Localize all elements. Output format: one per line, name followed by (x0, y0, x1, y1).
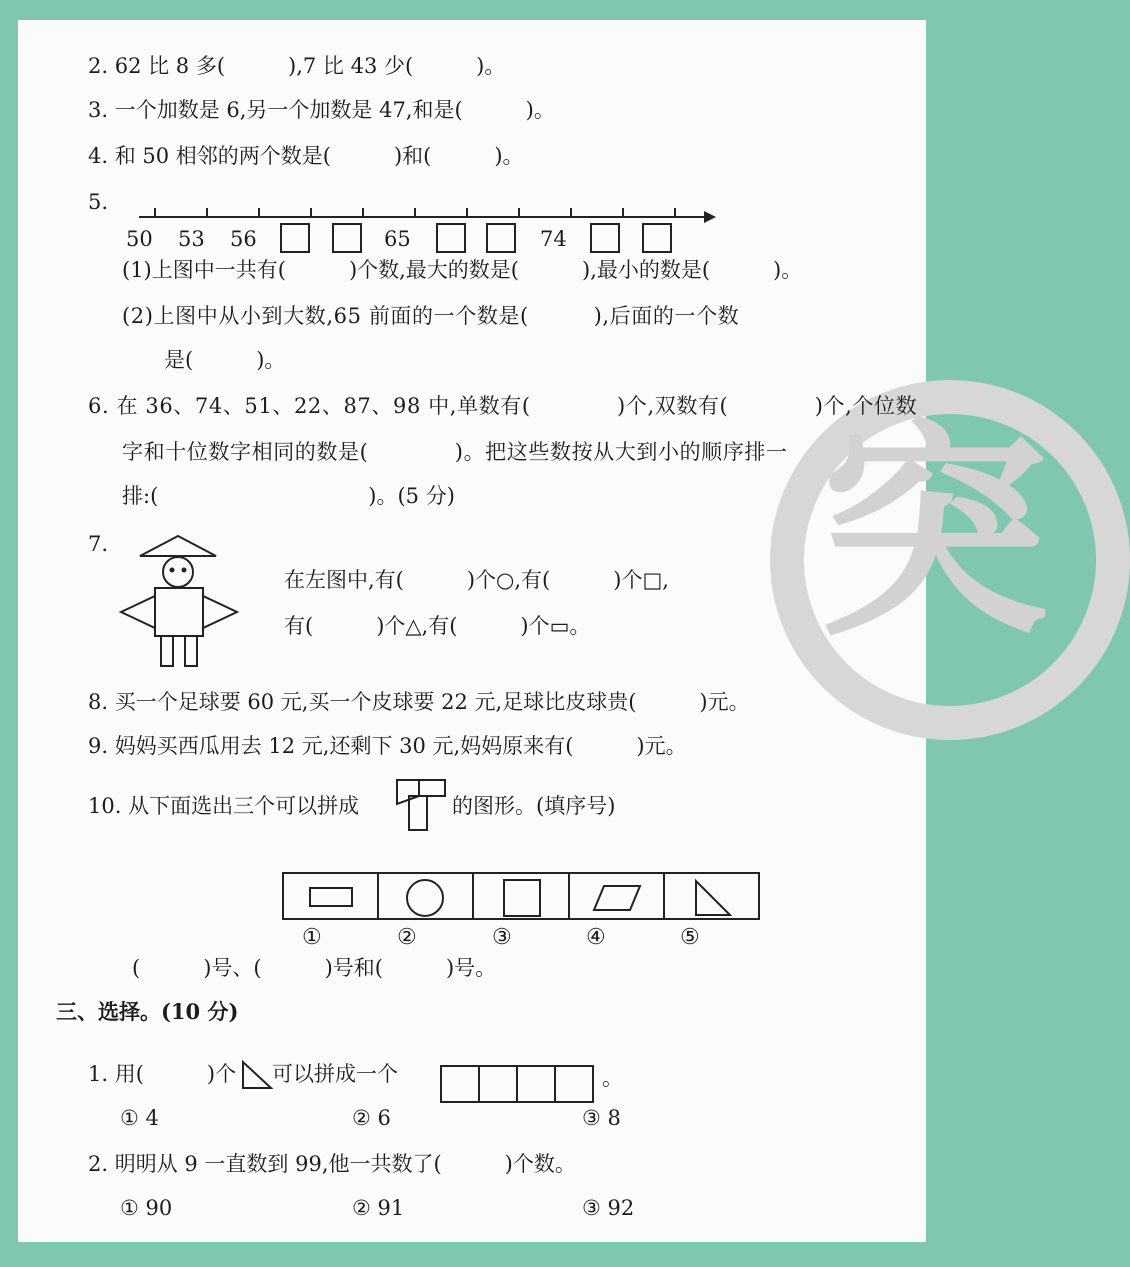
number-line-label: 74 (540, 227, 567, 251)
shape-cell-2[interactable] (379, 874, 474, 918)
strip-cell (442, 1067, 480, 1101)
robot-figure (118, 534, 242, 669)
choice-number: ② (397, 925, 417, 950)
number-line-tick (518, 208, 520, 217)
question-5-sub-2a: (2)上图中从小到大数,65 前面的一个数是( ),后面的一个数 (122, 304, 740, 328)
strip-cell (518, 1067, 556, 1101)
number-line-label: 53 (178, 227, 205, 251)
number-line-tick (258, 208, 260, 217)
question-5-number: 5. (88, 190, 109, 214)
worksheet-page (18, 20, 1049, 1242)
question-7-line-2: 有( )个△,有( )个▭。 (284, 614, 591, 638)
right-arm-triangle (203, 596, 237, 628)
strip-cell (480, 1067, 518, 1101)
choice-q1-mid: 可以拼成一个 (272, 1062, 398, 1086)
right-triangle-icon (693, 878, 733, 918)
choice-q1-option-2[interactable]: ② 6 (352, 1106, 391, 1130)
rectangle-icon (308, 886, 354, 908)
choice-q1-option-1[interactable]: ① 4 (120, 1106, 159, 1130)
question-4: 4. 和 50 相邻的两个数是( )和( )。 (88, 144, 524, 168)
question-10-answer: ( )号、( )号和( )号。 (132, 956, 497, 980)
four-square-strip (440, 1065, 594, 1103)
eye (170, 568, 175, 573)
shape-cell-3[interactable] (474, 874, 569, 918)
number-line-blank[interactable] (280, 223, 310, 253)
question-6-line-2: 字和十位数字相同的数是( )。把这些数按从大到小的顺序排一 (122, 440, 788, 464)
question-10-lead: 10. 从下面选出三个可以拼成 (88, 794, 360, 818)
question-5-sub-2b: 是( )。 (164, 348, 286, 372)
number-line-tick (414, 208, 416, 217)
circle-icon (405, 878, 445, 918)
shape-cell-1[interactable] (284, 874, 379, 918)
triangle-icon (240, 1060, 274, 1090)
choice-q1-lead: 1. 用( )个 (88, 1062, 237, 1086)
section-3-heading: 三、选择。(10 分) (56, 999, 239, 1024)
target-rect-part (419, 780, 445, 796)
question-6-line-1: 6. 在 36、74、51、22、87、98 中,单数有( )个,双数有( )个,个位数 (88, 394, 918, 418)
number-line-blank[interactable] (332, 223, 362, 253)
choice-number: ③ (492, 925, 512, 950)
eye (182, 568, 187, 573)
choice-number: ⑤ (680, 925, 700, 950)
question-3: 3. 一个加数是 6,另一个加数是 47,和是( )。 (88, 98, 555, 122)
question-8: 8. 买一个足球要 60 元,买一个皮球要 22 元,足球比皮球贵( )元。 (88, 690, 750, 714)
number-line-tick (674, 208, 676, 217)
target-shape (395, 778, 449, 834)
number-line-blank[interactable] (642, 223, 672, 253)
number-line-tick (154, 208, 156, 217)
question-2: 2. 62 比 8 多( ),7 比 43 少( )。 (88, 54, 506, 78)
number-line-label: 56 (230, 227, 257, 251)
choice-q2-option-2[interactable]: ② 91 (352, 1196, 405, 1220)
shape-choices-table (282, 872, 760, 920)
choice-q2: 2. 明明从 9 一直数到 99,他一共数了( )个数。 (88, 1152, 576, 1176)
number-line-blank[interactable] (486, 223, 516, 253)
question-10-tail: 的图形。(填序号) (452, 794, 616, 818)
number-line-label: 50 (126, 227, 153, 251)
hat-triangle (140, 536, 216, 556)
choice-q2-option-1[interactable]: ① 90 (120, 1196, 173, 1220)
question-7-number: 7. (88, 532, 109, 556)
target-stem-part (409, 796, 427, 830)
question-7-line-1: 在左图中,有( )个○,有( )个□, (284, 568, 669, 592)
strip-cell (556, 1067, 592, 1101)
number-line-arrow (704, 211, 716, 223)
square-icon (502, 878, 542, 918)
number-line-tick (206, 208, 208, 217)
number-line-tick (362, 208, 364, 217)
number-line-tick (622, 208, 624, 217)
choice-q1-end: 。 (602, 1066, 623, 1090)
question-6-line-3: 排:( )。(5 分) (122, 484, 455, 508)
question-9: 9. 妈妈买西瓜用去 12 元,还剩下 30 元,妈妈原来有( )元。 (88, 734, 687, 758)
left-arm-triangle (121, 596, 155, 628)
number-line-tick (570, 208, 572, 217)
head-circle (163, 557, 193, 587)
parallelogram-icon (592, 884, 642, 912)
watermark-glyph: 突 (818, 401, 1049, 668)
number-line-tick (310, 208, 312, 217)
body-square (155, 588, 203, 636)
choice-number: ① (302, 925, 322, 950)
question-5-sub-1: (1)上图中一共有( )个数,最大的数是( ),最小的数是( )。 (122, 258, 803, 282)
shape-cell-5[interactable] (665, 874, 758, 918)
right-leg-rect (185, 636, 197, 666)
choice-q2-option-3[interactable]: ③ 92 (582, 1196, 635, 1220)
left-leg-rect (161, 636, 173, 666)
choice-q1-option-3[interactable]: ③ 8 (582, 1106, 621, 1130)
choice-number: ④ (586, 925, 606, 950)
number-line-label: 65 (384, 227, 411, 251)
number-line-blank[interactable] (590, 223, 620, 253)
shape-cell-4[interactable] (570, 874, 665, 918)
number-line-blank[interactable] (436, 223, 466, 253)
number-line-tick (466, 208, 468, 217)
